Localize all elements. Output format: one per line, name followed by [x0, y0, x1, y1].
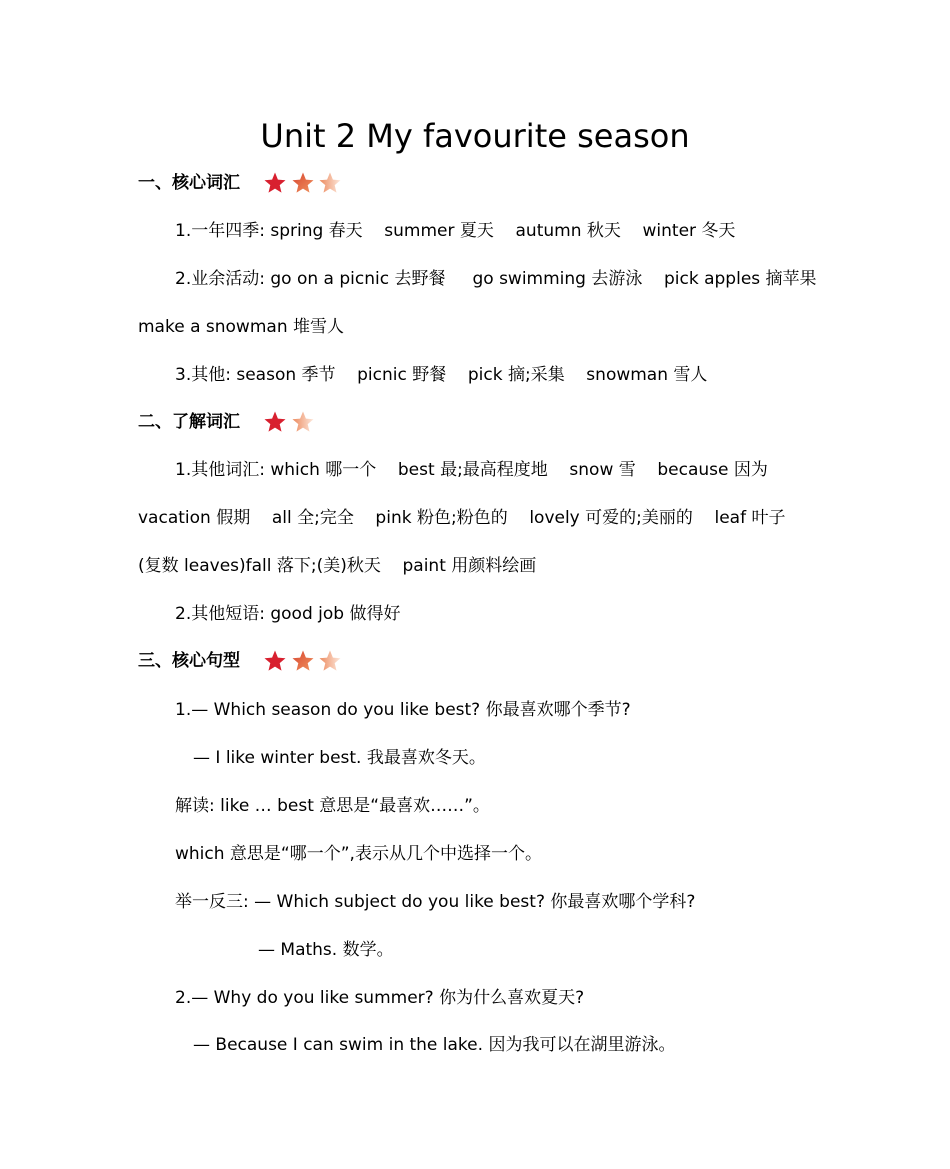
vocab-line: 3.其他: season 季节 picnic 野餐 pick 摘;采集 snowman 雪人 — [175, 365, 708, 385]
vocab-line: 1.一年四季: spring 春天 summer 夏天 autumn 秋天 winter 冬天 — [175, 221, 736, 241]
rating-stars — [263, 648, 340, 674]
vocab-line: make a snowman 堆雪人 — [138, 317, 344, 337]
sentence-line: — Because I can swim in the lake. 因为我可以在湖里游泳。 — [193, 1035, 676, 1055]
star-full-icon — [263, 171, 287, 195]
sentence-line: — I like winter best. 我最喜欢冬天。 — [193, 748, 486, 768]
section-heading-core-words — [138, 170, 340, 196]
star-faded-icon — [318, 171, 342, 195]
star-faded-icon — [318, 649, 342, 673]
vocab-line: (复数 leaves)fall 落下;(美)秋天 paint 用颜料绘画 — [138, 556, 537, 576]
star-full-icon — [291, 171, 315, 195]
vocab-line: 2.业余活动: go on a picnic 去野餐 go swimming 去游泳 pick apples 摘苹果 — [175, 269, 817, 289]
star-faded-icon — [291, 410, 315, 434]
sentence-line: 2.— Why do you like summer? 你为什么喜欢夏天? — [175, 988, 585, 1008]
star-full-icon — [263, 410, 287, 434]
rating-stars — [263, 170, 340, 196]
vocab-line: 2.其他短语: good job 做得好 — [175, 604, 401, 624]
sentence-line: 1.— Which season do you like best? 你最喜欢哪个季节? — [175, 700, 631, 720]
section-heading-text: 二、了解词汇 — [138, 412, 240, 432]
sentence-line: 解读: like … best 意思是“最喜欢……”。 — [175, 796, 490, 816]
section-heading-core-sentences — [138, 648, 340, 674]
section-heading-text: 一、核心词汇 — [138, 173, 240, 193]
star-full-icon — [263, 649, 287, 673]
page-title: Unit 2 My favourite season — [260, 117, 690, 155]
sentence-line: — Maths. 数学。 — [258, 940, 394, 960]
vocab-line: vacation 假期 all 全;完全 pink 粉色;粉色的 lovely 可爱的;美丽的 leaf 叶子 — [138, 508, 786, 528]
section-heading-text: 三、核心句型 — [138, 651, 240, 671]
rating-stars — [263, 409, 312, 435]
star-full-icon — [291, 649, 315, 673]
vocab-line: 1.其他词汇: which 哪一个 best 最;最高程度地 snow 雪 because 因为 — [175, 460, 768, 480]
sentence-line: which 意思是“哪一个”,表示从几个中选择一个。 — [175, 844, 542, 864]
section-heading-know-words — [138, 409, 313, 435]
sentence-line: 举一反三: — Which subject do you like best? 你最喜欢哪个学科? — [175, 892, 696, 912]
